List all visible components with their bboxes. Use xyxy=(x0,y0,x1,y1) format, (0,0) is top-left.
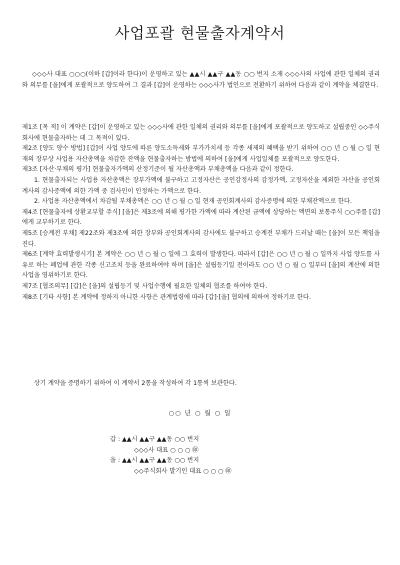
contract-date: ○○ 년 ○ 월 ○ 일 xyxy=(168,409,232,417)
article-3-item-2: 2. 사업용 자산총액에서 차감될 부채총액은 ○○ 년 ○ 월 ○ 일 현재 공인회계사의 감사증명에 의한 부채잔액으로 한다. xyxy=(34,198,352,206)
article-1: 제1조 [목 적] 이 계약은 [갑]이 운영하고 있는 ◇◇◇사에 관한 일체의 권리와 의무를 [을]에게 포괄적으로 양도하고 설립중인 ◇◇주식회사에 현물출자하는 데 그 목적이 있다. xyxy=(22,124,380,142)
article-6: 제6조 [계약 효력발생시기] 본 계약은 ○○ 년 ○ 월 ○ 일에 그 효력이 발생한다. 따라서 [갑]은 ○○ 년 ○ 월 ○ 일까지 사업 양도를 사유로 하는 폐업에 관한 각종 신고조치 등을 완료하여야 하며 [을]은 설립등기일 전이라도 ○○ 년 ○ 월 ○ 일부터 [을]의 계산에 의한 사업을 영위하기로 한다. xyxy=(22,251,380,280)
party-b-representative: ◇◇주식회사 발기인 대표 ○ ○ ○ ㊞ xyxy=(133,467,232,475)
document-title: 사업포괄 현물출자계약서 xyxy=(114,24,286,42)
article-3: 제3조 [자산·부채의 평가] 현물출자가액의 산정기준이 될 자산총액과 부채총액을 다음과 같이 정한다. xyxy=(22,166,294,174)
closing-statement: 상기 계약을 증명하기 위하여 이 계약서 2통을 작성하여 각 1통씩 보관한다. xyxy=(34,380,237,387)
party-a-address: ▲▲시 ▲▲구 ▲▲동 ○○ 번지 xyxy=(122,436,200,443)
articles-section xyxy=(22,123,380,303)
party-a-representative: ◇◇◇사 대표 ○ ○ ○ ㊞ xyxy=(133,446,199,454)
article-7: 제7조 [협조의무] [갑]은 [을]의 설립등기 및 사업수행에 필요한 일체의 협조를 하여야 한다. xyxy=(22,282,268,290)
intro-text: ◇◇◇사 대표 ○○○(이하 [갑]이라 한다)이 운영하고 있는 ▲▲시 ▲▲구 ▲▲동 ○○ 번지 소재 ◇◇◇사의 사업에 관한 일체의 권리와 의무를 [을]에게 포괄적으로 양도하여 그 결과 [갑]이 운영하는 ◇◇◇사가 법인으로 전환하기 위하여 다음과 같이 계약을 체결한다. xyxy=(22,71,380,89)
party-b-block xyxy=(110,456,231,477)
party-a-label: 갑 : xyxy=(110,436,121,443)
article-4: 제4조 [현물출자에 상환교부할 주식] [을]은 제3조에 의해 평가한 가액에 따라 계산된 금액에 상당하는 액면의 보통주식 ○○주를 [갑]에게 교부하기로 한다. xyxy=(22,208,380,227)
party-b-address: ▲▲시 ▲▲구 ▲▲동 ○○ 번지 xyxy=(122,457,200,464)
party-b-label: 을 : xyxy=(110,457,121,464)
article-5: 제5조 [승계전 부채] 제22조와 제3조에 의한 장부와 공인회계사의 감사에도 불구하고 승계전 부채가 드러날 때는 [을]이 모든 책임을 진다. xyxy=(22,229,380,248)
article-2: 제2조 [양도 양수 방법] [갑]이 사업 양도에 따른 양도소득세와 부가가치세 등 각종 세제의 혜택을 받기 위하여 ○○ 년 ○ 월 ○ 일 현재의 장부상 사업용 자산총액을 차감한 잔액을 현물출자하는 방법에 의하여 [을]에게 사업일체를 포괄적으로 양도한다. xyxy=(22,145,380,163)
party-a-block xyxy=(110,435,199,456)
article-3-item-1: 1. 현물출자되는 사업용 자산총액은 장부가액에 불구하고 고정자산은 공인감정사의 감정가액, 고정자산을 제외한 자산을 공인회계사의 감사증액에 의한 가액 중 검사인이 인정하는 가액으로 한다. xyxy=(22,176,380,195)
article-8: 제8조 [기타 사항] 본 계약에 정하지 아니한 사항은 관계법령에 따라 [갑]·[을] 협의에 의하여 정하기로 한다. xyxy=(22,293,311,301)
intro-paragraph xyxy=(22,70,380,91)
